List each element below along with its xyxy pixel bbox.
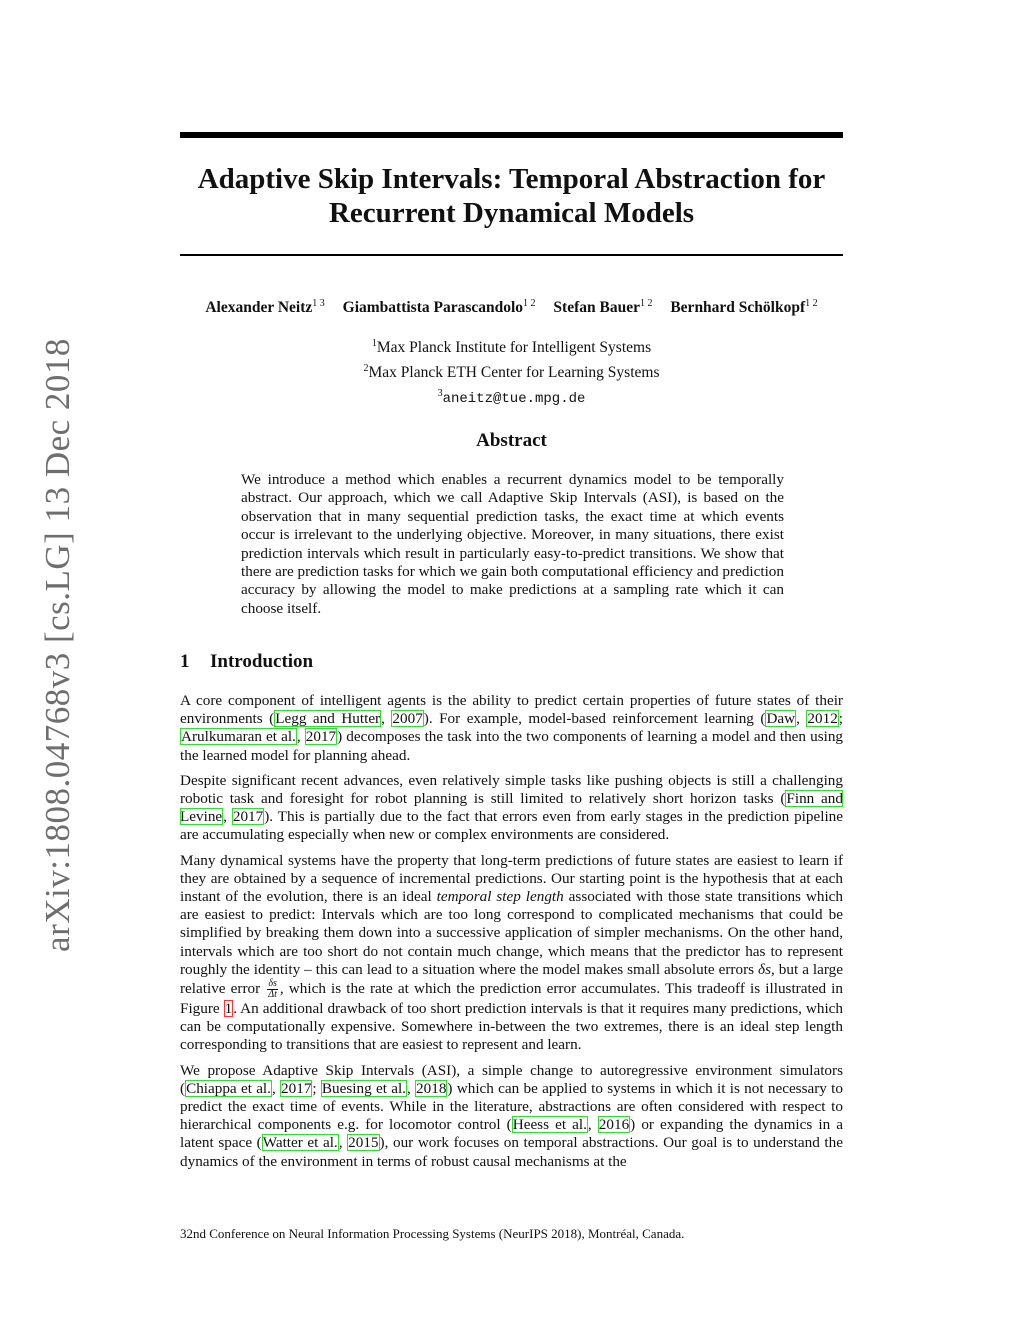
citation-link[interactable]: Heess et al. xyxy=(512,1116,587,1134)
math-delta-s: δs xyxy=(758,960,772,978)
citation-link[interactable]: Legg and Hutter xyxy=(275,710,381,728)
paragraph: A core component of intelligent agents is the ability to predict certain properties of future states of their environments (Legg and Hutter, 2007). For example, model-based reinforcement learning (Daw, 2012; Arulkumaran et al., 2017) decomposes the task into the two components of learning a model and then using the learned model for planning ahead. xyxy=(180,692,844,764)
citation-link[interactable]: 2017 xyxy=(305,728,337,746)
citation-link[interactable]: 2017 xyxy=(232,808,264,826)
affiliations xyxy=(180,333,843,410)
citation-link[interactable]: Finn and Levine xyxy=(180,790,843,826)
paragraph: Many dynamical systems have the property that long-term predictions of future states are easiest to learn if they are obtained by a sequence of incremental predictions. Our starting point is the hypothesis that at each instant of the evolution, there is an ideal temporal step length associated with those state transitions which are easiest to predict: Intervals which are too long correspond to complicated mechanisms that could be simplified by breaking them down into a successive application of simpler mechanisms. On the other hand, intervals which are too short do not contain much change, which means that the predictor has to represent roughly the identity – this can lead to a situation where the model makes small absolute errors δs, but a large relative error $\frac{\delta s}{\Delta t}$ , which is the rate at which the prediction error accumulates. This tradeoff is illustrated in Figure 1. An additional drawback of too short prediction intervals is that it requires many predictions, which can be computationally expensive. Somewhere in-between the two extremes, there is an ideal step length corresponding to transitions that are easiest to represent and learn. xyxy=(180,851,844,1054)
citation-link[interactable]: Chiappa et al. xyxy=(186,1079,271,1097)
author: Stefan Bauer$^{1 2}$ xyxy=(553,298,653,317)
abstract-text: We introduce a method which enables a recurrent dynamics model to be temporally abstract. Our approach, which we call Adaptive Skip Intervals (ASI), is based on the observation that in many sequential prediction tasks, the exact time at which events occur is irrelevant to the underlying objective. Moreover, in many situations, there exist prediction intervals which result in particularly easy-to-predict transitions. We show that there are prediction tasks for which we gain both computational efficiency and prediction accuracy by allowing the model to make predictions at a sampling rate which it can choose itself. xyxy=(241,471,784,617)
figure-link[interactable]: 1 xyxy=(224,1000,233,1018)
citation-link[interactable]: Buesing et al. xyxy=(321,1079,406,1097)
section-heading xyxy=(180,651,843,673)
title-rule-top xyxy=(180,132,843,138)
section-number: 1 xyxy=(180,651,190,672)
paragraph: Despite significant recent advances, even relatively simple tasks like pushing objects is still a challenging robotic task and foresight for robot planning is still limited to relatively short horizon tasks (Finn and Levine, 2017). This is partially due to the fact that errors even from early stages in the prediction pipeline are accumulating especially when new or complex environments are considered. xyxy=(180,771,844,844)
author: Giambattista Parascandolo$^{1 2}$ xyxy=(342,298,536,317)
conference-footnote: 32nd Conference on Neural Information Processing Systems (NeurIPS 2018), Montréal, Canada. xyxy=(180,1226,685,1241)
citation-link[interactable]: 2016 xyxy=(598,1116,630,1134)
title-rule-bottom xyxy=(180,254,843,256)
abstract-heading: Abstract xyxy=(476,430,547,451)
citation-link[interactable]: 2018 xyxy=(416,1079,447,1097)
title-line-1: Adaptive Skip Intervals: Temporal Abstraction for xyxy=(197,163,826,195)
citation-link[interactable]: 2012 xyxy=(807,710,838,728)
affiliation: $^1$Max Planck Institute for Intelligent Systems xyxy=(371,338,652,357)
author: Alexander Neitz$^{1 3}$ xyxy=(205,298,325,317)
arxiv-identifier: arXiv:1808.04768v3 [cs.LG] 13 Dec 2018 xyxy=(38,338,77,952)
citation-link[interactable]: 2017 xyxy=(281,1079,312,1097)
section-title: Introduction xyxy=(210,651,314,672)
citation-link[interactable]: 2015 xyxy=(348,1134,379,1152)
author-list xyxy=(180,298,843,317)
title-line-2: Recurrent Dynamical Models xyxy=(328,197,695,229)
citation-link[interactable]: Daw xyxy=(766,710,796,728)
math-fraction: $\frac{\delta s}{\Delta t}$ xyxy=(268,978,277,1001)
introduction-body xyxy=(180,692,843,1178)
affiliation: $^2$Max Planck ETH Center for Learning Systems xyxy=(363,363,660,382)
paper-title xyxy=(180,162,843,230)
paragraph: We propose Adaptive Skip Intervals (ASI), a simple change to autoregressive environment simulators (Chiappa et al., 2017; Buesing et al., 2018) which can be applied to systems in which it is not necessary to predict the exact time of events. While in the literature, abstractions are often considered with respect to hierarchical components e.g. for locomotor control (Heess et al., 2016) or expanding the dynamics in a latent space (Watter et al., 2015), our work focuses on temporal abstractions. Our goal is to understand the dynamics of the environment in terms of robust causal mechanisms at the xyxy=(180,1061,843,1170)
citation-link[interactable]: Watter et al. xyxy=(262,1134,338,1152)
citation-link[interactable]: Arulkumaran et al. xyxy=(181,728,296,746)
affiliation-email[interactable]: $^3$aneitz@tue.mpg.de xyxy=(437,388,586,408)
citation-link[interactable]: 2007 xyxy=(392,710,423,728)
author: Bernhard Schölkopf$^{1 2}$ xyxy=(670,298,818,317)
